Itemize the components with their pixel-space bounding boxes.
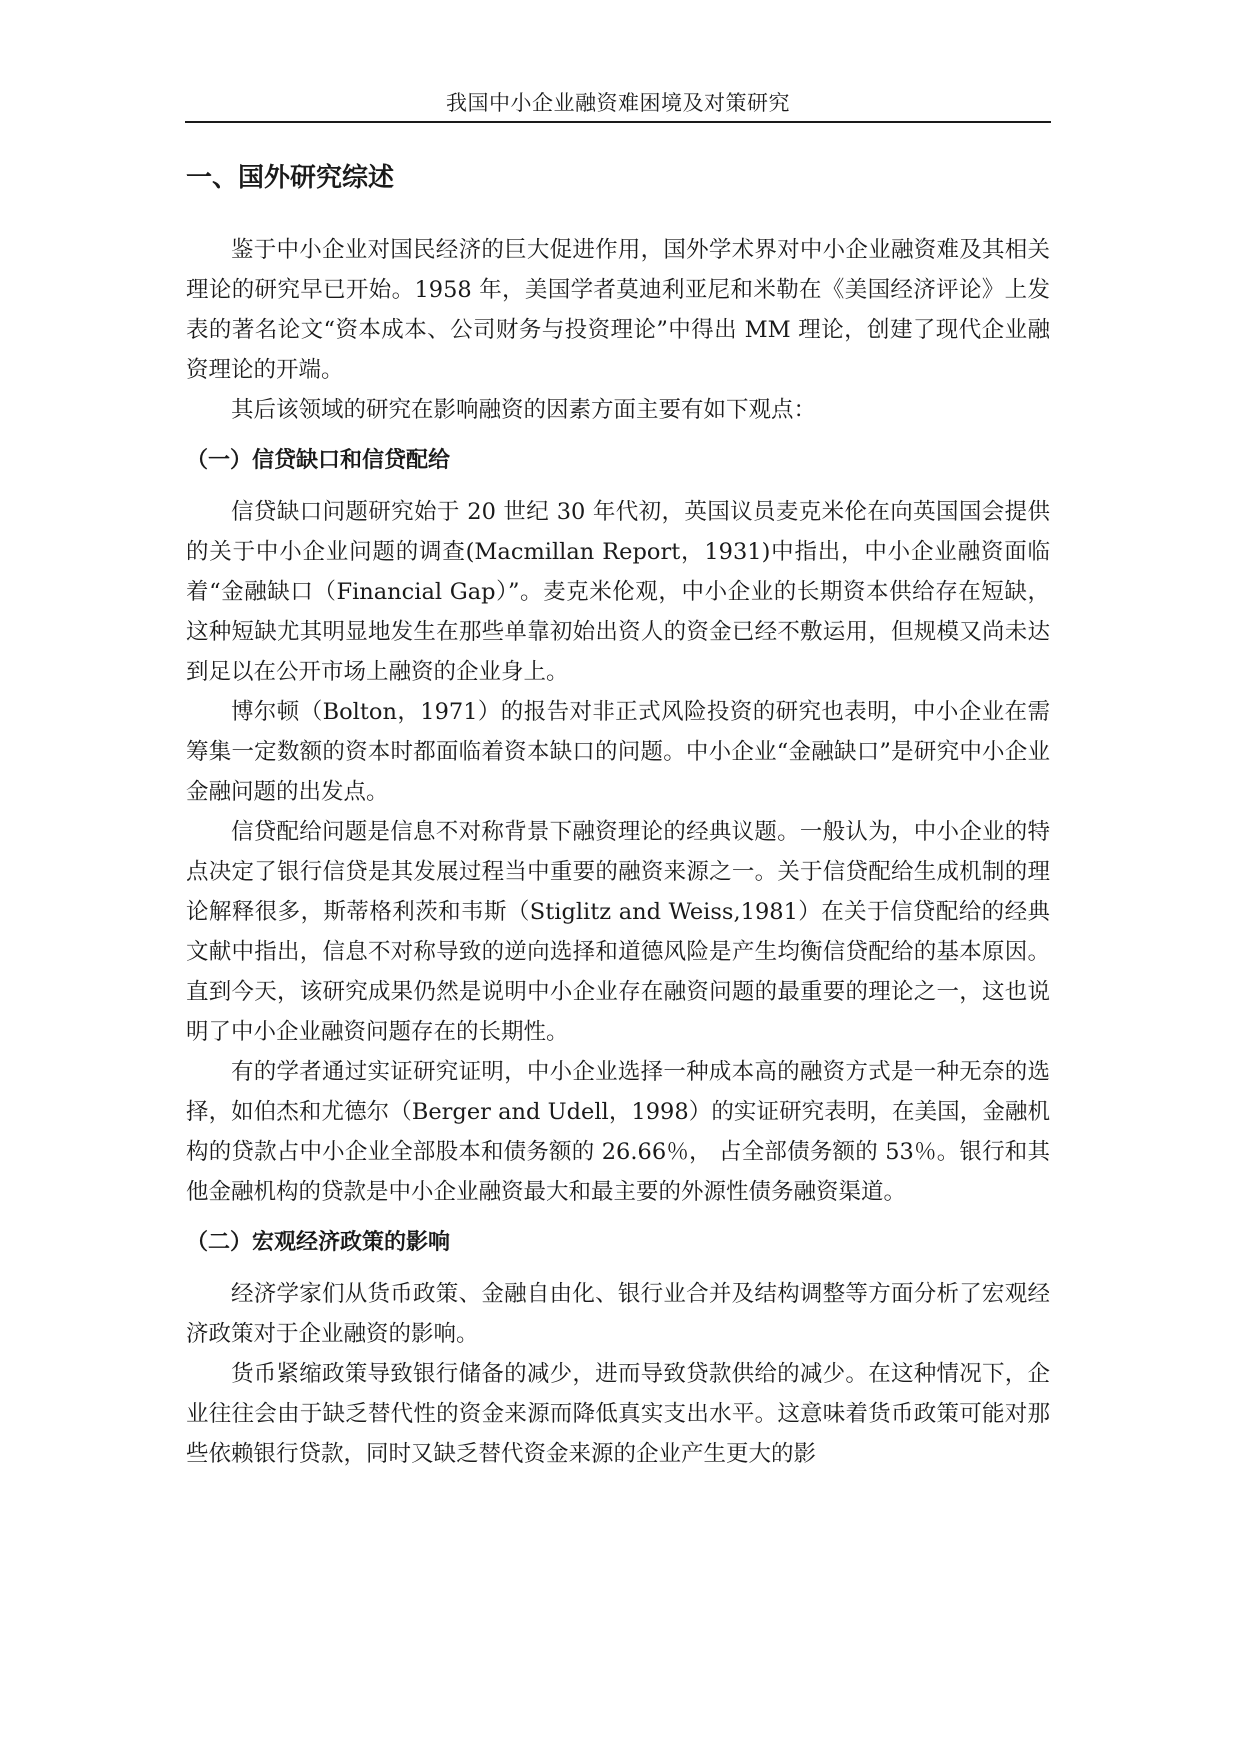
paragraph: 有的学者通过实证研究证明，中小企业选择一种成本高的融资方式是一种无奈的选择，如伯杰和尤德尔（Berger and Udell，1998）的实证研究表明，在美国，金融机构的贷款占中小企业全部股本和债务额的 26.66％， 占全部债务额的 53％。银行和其他金融机构的贷款是中小企业融资最大和最主要的外源性债务融资渠道。	[186, 1059, 1050, 1205]
paragraph: 信贷缺口问题研究始于 20 世纪 30 年代初，英国议员麦克米伦在向英国国会提供的关于中小企业问题的调查(Macmillan Report，1931)中指出，中小企业融资面临着“金融缺口（Financial Gap）”。麦克米伦观，中小企业的长期资本供给存在短缺，这种短缺尤其明显地发生在那些单靠初始出资人的资金已经不敷运用，但规模又尚未达到足以在公开市场上融资的企业身上。	[186, 499, 1050, 685]
subsection-title: （二）宏观经济政策的影响	[186, 1230, 451, 1255]
page-content	[186, 158, 1050, 1474]
paragraph: 信贷配给问题是信息不对称背景下融资理论的经典议题。一般认为，中小企业的特点决定了银行信贷是其发展过程当中重要的融资来源之一。关于信贷配给生成机制的理论解释很多，斯蒂格利茨和韦斯（Stiglitz and Weiss,1981）在关于信贷配给的经典文献中指出，信息不对称导致的逆向选择和道德风险是产生均衡信贷配给的基本原因。直到今天，该研究成果仍然是说明中小企业存在融资问题的最重要的理论之一，这也说明了中小企业融资问题存在的长期性。	[186, 819, 1050, 1045]
header-rule	[185, 121, 1051, 123]
section-title: 一、国外研究综述	[186, 163, 395, 193]
paragraph: 货币紧缩政策导致银行储备的减少，进而导致贷款供给的减少。在这种情况下，企业往往会由于缺乏替代性的资金来源而降低真实支出水平。这意味着货币政策可能对那些依赖银行贷款，同时又缺乏替代资金来源的企业产生更大的影	[186, 1361, 1050, 1467]
paragraph: 经济学家们从货币政策、金融自由化、银行业合并及结构调整等方面分析了宏观经济政策对于企业融资的影响。	[186, 1281, 1050, 1347]
running-header: 我国中小企业融资难困境及对策研究	[446, 91, 790, 115]
paragraph: 鉴于中小企业对国民经济的巨大促进作用，国外学术界对中小企业融资难及其相关理论的研究早已开始。1958 年，美国学者莫迪利亚尼和米勒在《美国经济评论》上发表的著名论文“资本成本、公司财务与投资理论”中得出 MM 理论，创建了现代企业融资理论的开端。	[186, 237, 1050, 383]
subsection-title: （一）信贷缺口和信贷配给	[186, 448, 451, 473]
paragraph: 其后该领域的研究在影响融资的因素方面主要有如下观点：	[231, 397, 817, 423]
paragraph: 博尔顿（Bolton，1971）的报告对非正式风险投资的研究也表明，中小企业在需筹集一定数额的资本时都面临着资本缺口的问题。中小企业“金融缺口”是研究中小企业金融问题的出发点。	[186, 699, 1050, 805]
